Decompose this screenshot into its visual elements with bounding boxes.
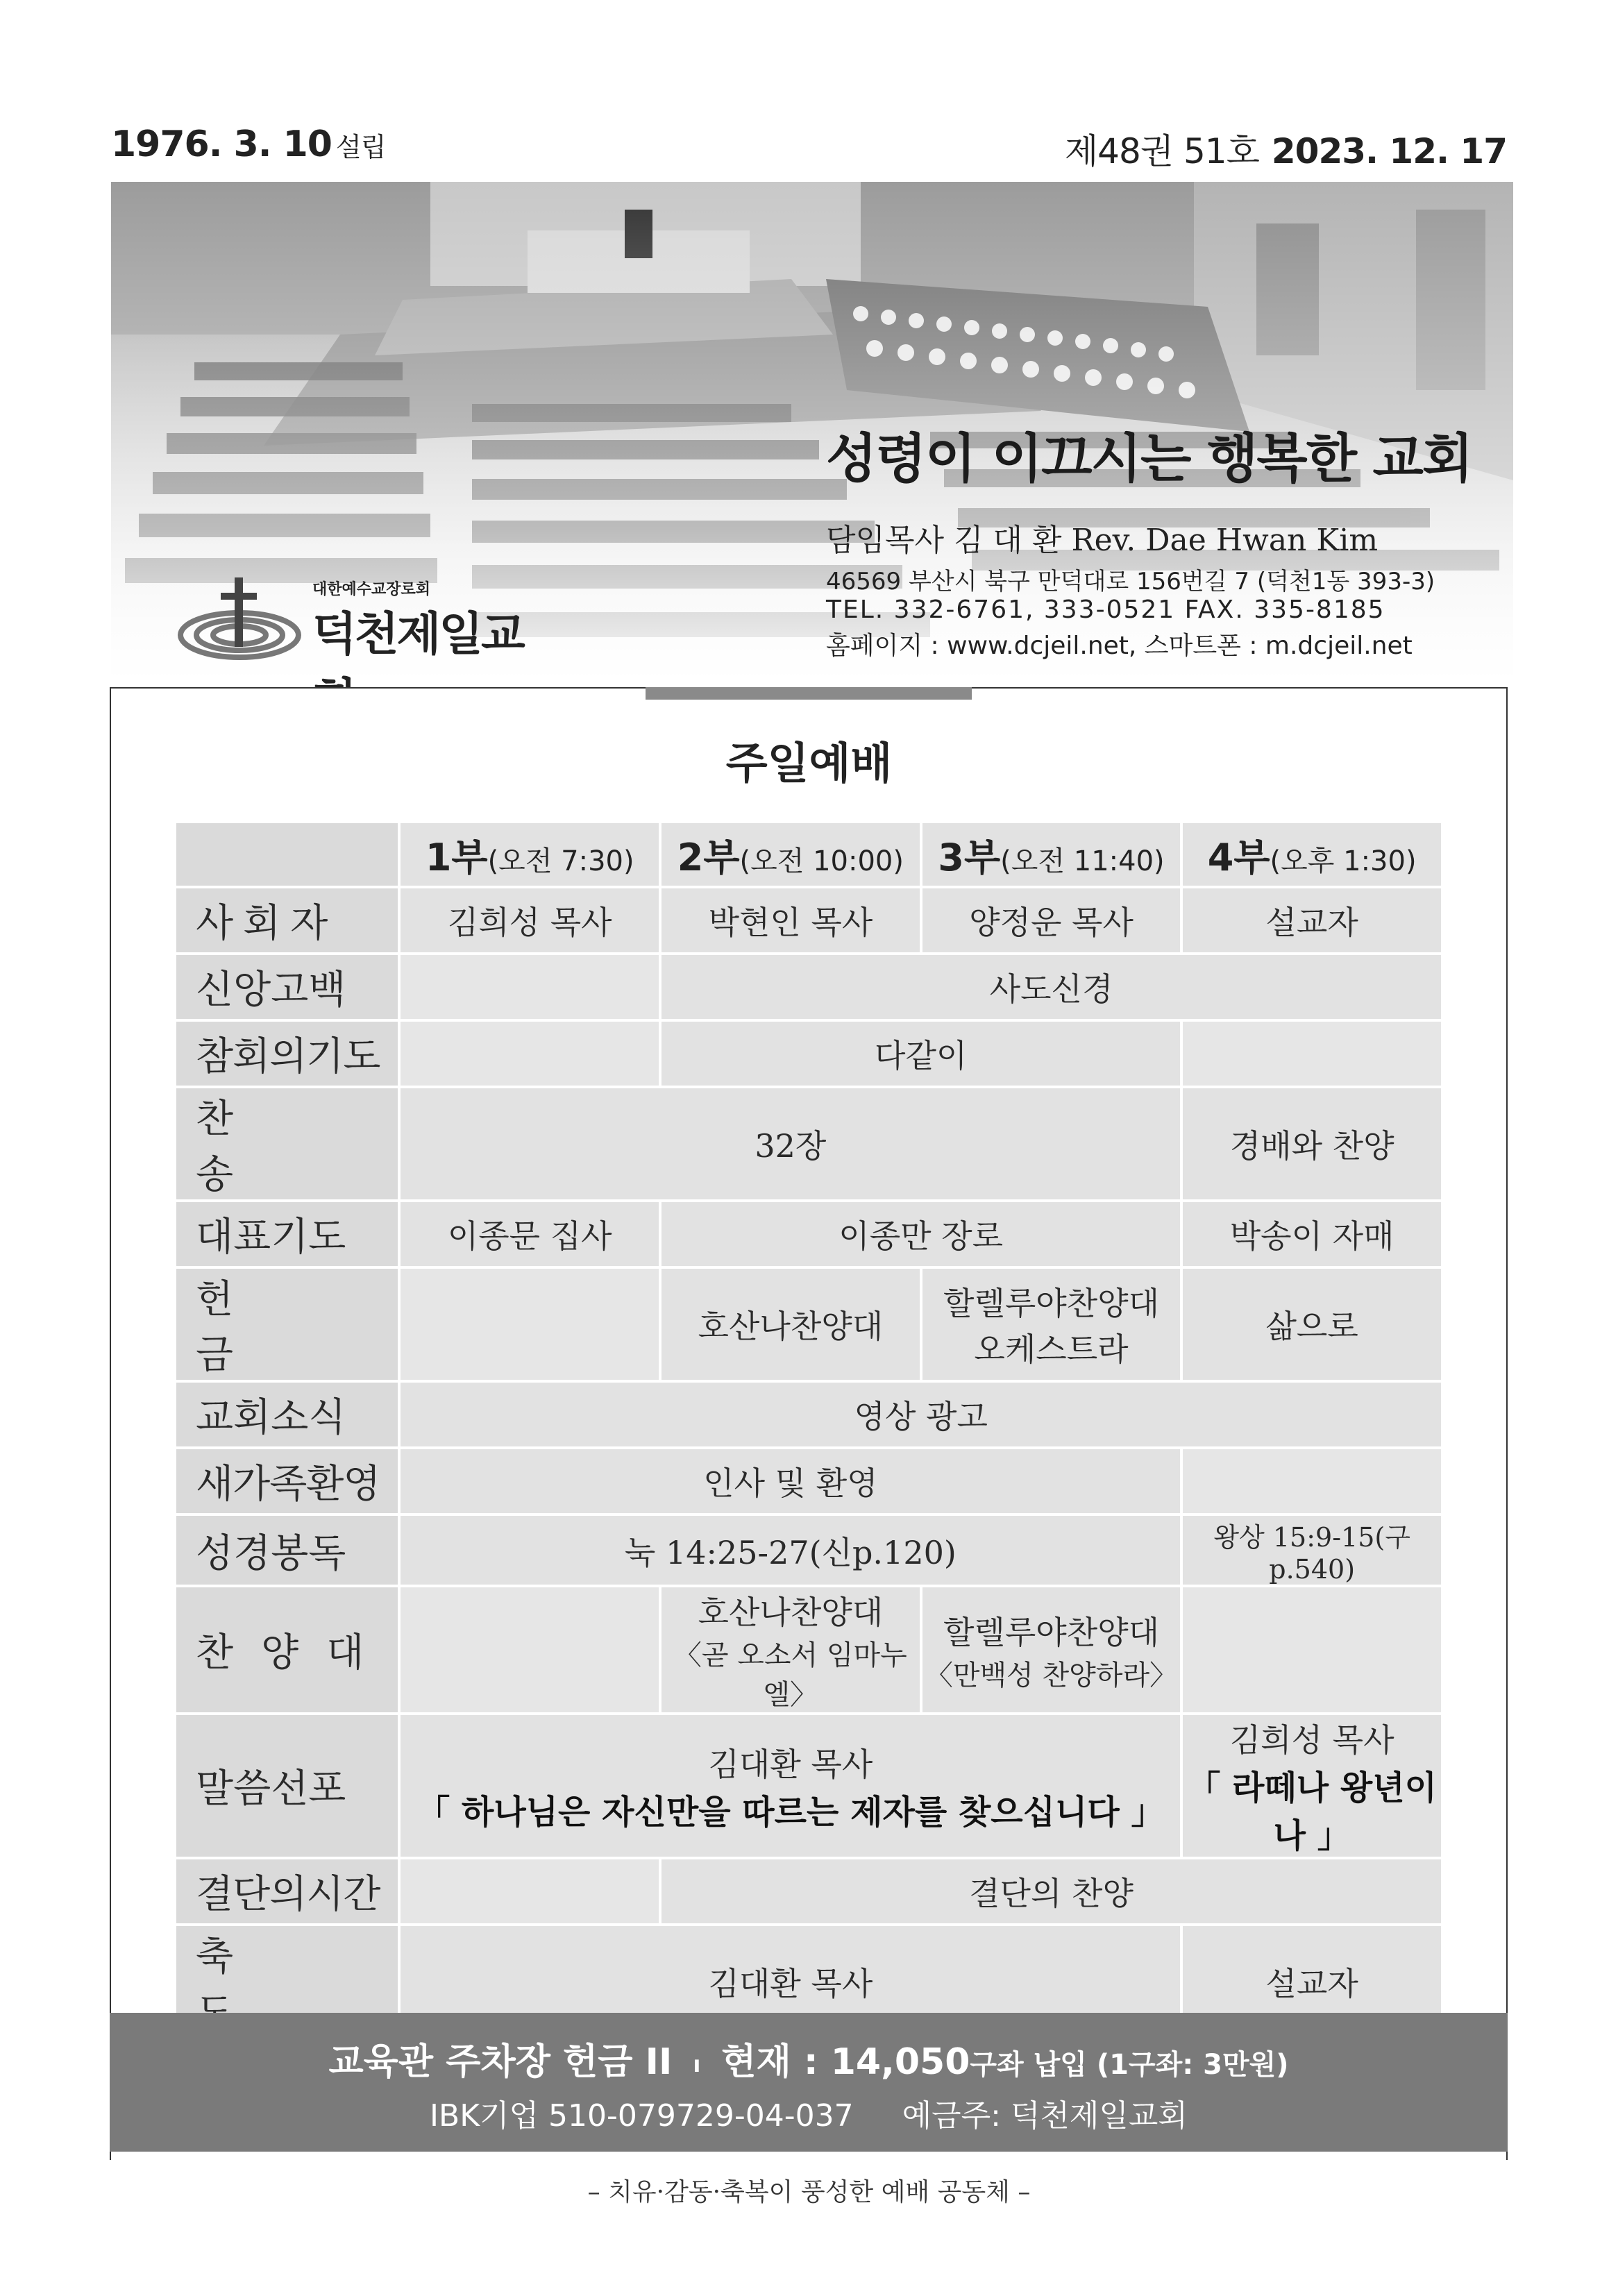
footer-motto: – 치유·감동·축복이 풍성한 예배 공동체 – (587, 2178, 1031, 2206)
hymn-value: 32장 (401, 1088, 1180, 1199)
sermon-4-title: 「 라떼나 왕년이나 」 (1187, 1769, 1437, 1855)
campaign-divider: ı (693, 2051, 701, 2077)
offering-3-line1: 할렐루야찬양대 (943, 1285, 1160, 1322)
confession-4 (1183, 1022, 1441, 1086)
row-label-benediction: 축 (176, 1926, 398, 2037)
church-emblem-icon (174, 569, 305, 666)
hymn-4: 경배와 찬양 (1183, 1088, 1441, 1199)
column-header-4: 4부(오후 1:30) (1183, 823, 1441, 886)
creed-1 (401, 955, 659, 1019)
offering-3-line2: 오케스트라 (974, 1331, 1129, 1368)
welcome-4 (1183, 1449, 1441, 1513)
founded-suffix: 설립 (336, 132, 386, 162)
table-row (176, 888, 1441, 952)
account-line (110, 2091, 1508, 2135)
campaign-status: 현재 : 14,050 (721, 2041, 970, 2083)
offering-campaign-banner (110, 2013, 1508, 2152)
row-label-leader: 사회자 (176, 888, 398, 952)
welcome-value: 인사 및 환영 (401, 1449, 1180, 1513)
worship-order-table (174, 820, 1444, 2040)
senior-pastor: 담임목사 김 대 환 Rev. Dae Hwan Kim (826, 523, 1379, 558)
row-label-creed: 신앙고백 (176, 955, 398, 1019)
table-row (176, 1088, 1441, 1199)
choir-2 (661, 1587, 920, 1712)
row-label-decision: 결단의시간 (176, 1859, 398, 1923)
account-holder: 예금주: 덕천제일교회 (902, 2098, 1188, 2134)
prayer-4: 박송이 자매 (1183, 1202, 1441, 1266)
leader-3: 양정운 목사 (922, 888, 1181, 952)
table-row (176, 1022, 1441, 1086)
table-row (176, 1587, 1441, 1712)
sermon-title: 「 하나님은 자신만을 따르는 제자를 찾으십니다 」 (416, 1792, 1165, 1832)
column-header-3: 3부(오전 11:40) (922, 823, 1181, 886)
prayer-23: 이종만 장로 (661, 1202, 1180, 1266)
row-label-hymn: 찬송 (176, 1088, 398, 1199)
row-label-reading: 성경봉독 (176, 1516, 398, 1585)
bank-account: IBK기업 510-079729-04-037 (430, 2098, 854, 2134)
prayer-1: 이종문 집사 (401, 1202, 659, 1266)
sermon-preacher: 김대환 목사 (708, 1745, 873, 1783)
news-value: 영상 광고 (401, 1383, 1441, 1446)
table-row (176, 1449, 1441, 1513)
row-label-offering: 헌금 (176, 1269, 398, 1380)
row-label-confession: 참회의기도 (176, 1022, 398, 1086)
benediction-value: 김대환 목사 (401, 1926, 1180, 2037)
issue-info (1065, 124, 1507, 174)
church-logo (174, 569, 562, 673)
choir-4 (1183, 1587, 1441, 1712)
decision-value: 결단의 찬양 (661, 1859, 1441, 1923)
confession-value: 다같이 (661, 1022, 1180, 1086)
sermon-4-preacher: 김희성 목사 (1229, 1721, 1394, 1759)
reading-value: 눅 14:25-27(신p.120) (401, 1516, 1180, 1585)
row-label-news: 교회소식 (176, 1383, 398, 1446)
leader-2: 박현인 목사 (661, 888, 920, 952)
decision-1 (401, 1859, 659, 1923)
church-motto: 성령이 이끄시는 행복한 교회 (826, 428, 1472, 489)
panel-tab-decoration (646, 687, 972, 700)
section-title: 주일예배 (725, 738, 893, 788)
table-row (176, 1516, 1441, 1585)
choir-2-name: 호산나찬양대 (698, 1594, 884, 1631)
confession-1 (401, 1022, 659, 1086)
campaign-status-detail: 구좌 납입 (1구좌: 3만원) (970, 2049, 1289, 2081)
row-label-welcome: 새가족환영 (176, 1449, 398, 1513)
header-corner (176, 823, 398, 886)
table-row (176, 1383, 1441, 1446)
row-label-choir: 찬양대 (176, 1587, 398, 1712)
founded-date: 1976. 3. 10 설립 (111, 124, 386, 165)
offering-1 (401, 1269, 659, 1380)
offering-2: 호산나찬양대 (661, 1269, 920, 1380)
choir-3-song: 〈만백성 찬양하라〉 (925, 1659, 1178, 1691)
offering-3 (922, 1269, 1181, 1380)
table-row (176, 1269, 1441, 1380)
table-row (176, 1202, 1441, 1266)
column-header-2: 2부(오전 10:00) (661, 823, 920, 886)
row-label-sermon: 말씀선포 (176, 1715, 398, 1857)
table-row (176, 1859, 1441, 1923)
table-row (176, 1715, 1441, 1857)
denomination-name: 대한예수교장로회 (312, 581, 431, 598)
choir-2-song: 〈곧 오소서 임마누엘〉 (673, 1639, 907, 1711)
church-phone: TEL. 332-6761, 333-0521 FAX. 335-8185 (826, 596, 1385, 624)
choir-3-name: 할렐루야찬양대 (943, 1613, 1160, 1651)
church-homepage: 홈페이지 : www.dcjeil.net, 스마트폰 : m.dcjeil.net (826, 632, 1413, 660)
table-row (176, 955, 1441, 1019)
choir-1 (401, 1587, 659, 1712)
reading-4: 왕상 15:9-15(구p.540) (1183, 1516, 1441, 1585)
creed-value: 사도신경 (661, 955, 1441, 1019)
campaign-line (110, 2032, 1508, 2084)
column-header-1: 1부(오전 7:30) (401, 823, 659, 886)
offering-4: 삶으로 (1183, 1269, 1441, 1380)
volume-number: 제48권 51호 (1064, 131, 1259, 171)
benediction-4: 설교자 (1183, 1926, 1441, 2037)
choir-3 (922, 1587, 1181, 1712)
sermon-main (401, 1715, 1180, 1857)
church-address: 46569 부산시 북구 만덕대로 156번길 7 (덕천1동 393-3) (826, 568, 1435, 596)
church-name: 덕천제일교 (312, 607, 523, 661)
row-label-prayer: 대표기도 (176, 1202, 398, 1266)
issue-date: 2023. 12. 17 (1271, 131, 1507, 171)
table-header-row (176, 823, 1441, 886)
leader-4: 설교자 (1183, 888, 1441, 952)
campaign-title: 교육관 주차장 헌금 II (328, 2041, 673, 2083)
leader-1: 김희성 목사 (401, 888, 659, 952)
sermon-4 (1183, 1715, 1441, 1857)
